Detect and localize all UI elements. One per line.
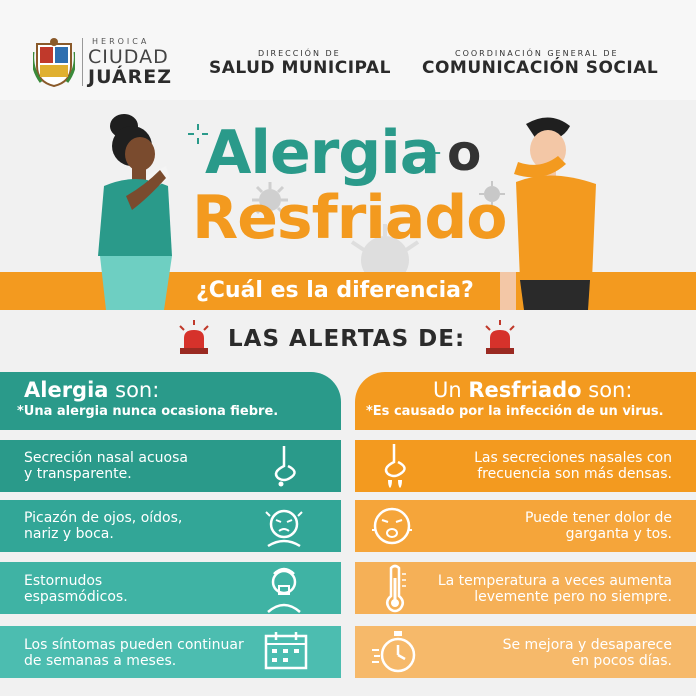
alarm-siren-icon (480, 318, 520, 358)
calendar-icon (262, 630, 310, 672)
allergy-title-rest: son: (108, 378, 160, 402)
title-connector: o (447, 124, 482, 182)
woman-sneezing-illustration (86, 106, 186, 310)
man-coughing-illustration (500, 112, 610, 310)
cold-row-line1: Se mejora y desaparece (502, 637, 672, 653)
cold-row-line2: en pocos días. (571, 653, 672, 669)
city-prefix: HEROICA (92, 37, 150, 46)
allergy-row-line1: Picazón de ojos, oídos, (24, 510, 183, 526)
title-word-resfriado: Resfriado (192, 183, 507, 253)
cold-title-rest: son: (581, 378, 633, 402)
dept2-prefix: COORDINACIÓN GENERAL DE (455, 49, 619, 58)
allergy-row-line1: Secreción nasal acuosa (24, 450, 188, 466)
sneezing-person-icon (264, 564, 304, 614)
cold-row-text (503, 637, 672, 669)
nose-icon (268, 444, 304, 488)
cold-row-line2: levemente pero no siempre. (474, 589, 672, 605)
city-name: CIUDAD (88, 46, 169, 68)
city-name-bold: JUÁREZ (88, 66, 173, 88)
cold-column-title (433, 378, 632, 402)
allergy-column-subtitle: *Una alergia nunca ocasiona fiebre. (17, 404, 279, 419)
cold-row-line2: garganta y tos. (565, 526, 672, 542)
allergy-row-line1: Los síntomas pueden continuar (24, 637, 244, 653)
thermometer-icon (380, 564, 410, 614)
cold-row-line1: Las secreciones nasales con (474, 450, 672, 466)
allergy-row-text (24, 637, 244, 669)
dept2-name: COMUNICACIÓN SOCIAL (422, 58, 659, 78)
cold-column-subtitle: *Es causado por la infección de un virus. (366, 404, 664, 419)
allergy-row-line2: nariz y boca. (24, 526, 114, 542)
itchy-face-icon (262, 502, 306, 550)
allergy-row-text (24, 573, 128, 605)
cold-row-text (474, 450, 672, 482)
runny-nose-icon (376, 442, 412, 490)
dept1-prefix: DIRECCIÓN DE (258, 49, 341, 58)
cold-row-line1: La temperatura a veces aumenta (437, 573, 672, 589)
dept1-name: SALUD MUNICIPAL (209, 58, 391, 78)
title-word-alergia: Alergia (205, 118, 440, 188)
cold-title-pre: Un (433, 378, 469, 402)
alarm-siren-icon (174, 318, 214, 358)
coughing-face-icon (370, 504, 414, 548)
alerts-heading: LAS ALERTAS DE: (228, 326, 466, 352)
cold-row-text (525, 510, 672, 542)
header-divider (82, 38, 83, 86)
stopwatch-icon (370, 628, 420, 676)
city-crest-logo (33, 38, 75, 88)
allergy-title-bold: Alergia (24, 378, 109, 402)
allergy-row-text (24, 510, 182, 542)
cold-title-bold: Resfriado (468, 378, 582, 402)
allergy-row-line2: de semanas a meses. (24, 653, 177, 669)
cold-row-line2: frecuencia son más densas. (477, 466, 672, 482)
cold-row-line1: Puede tener dolor de (524, 510, 672, 526)
allergy-row-line1: Estornudos (24, 573, 103, 589)
allergy-row-text (24, 450, 188, 482)
cold-row-text (438, 573, 672, 605)
allergy-column-title (24, 378, 159, 402)
question-text: ¿Cuál es la diferencia? (196, 278, 474, 303)
allergy-row-line2: y transparente. (24, 466, 132, 482)
allergy-row-line2: espasmódicos. (24, 589, 128, 605)
